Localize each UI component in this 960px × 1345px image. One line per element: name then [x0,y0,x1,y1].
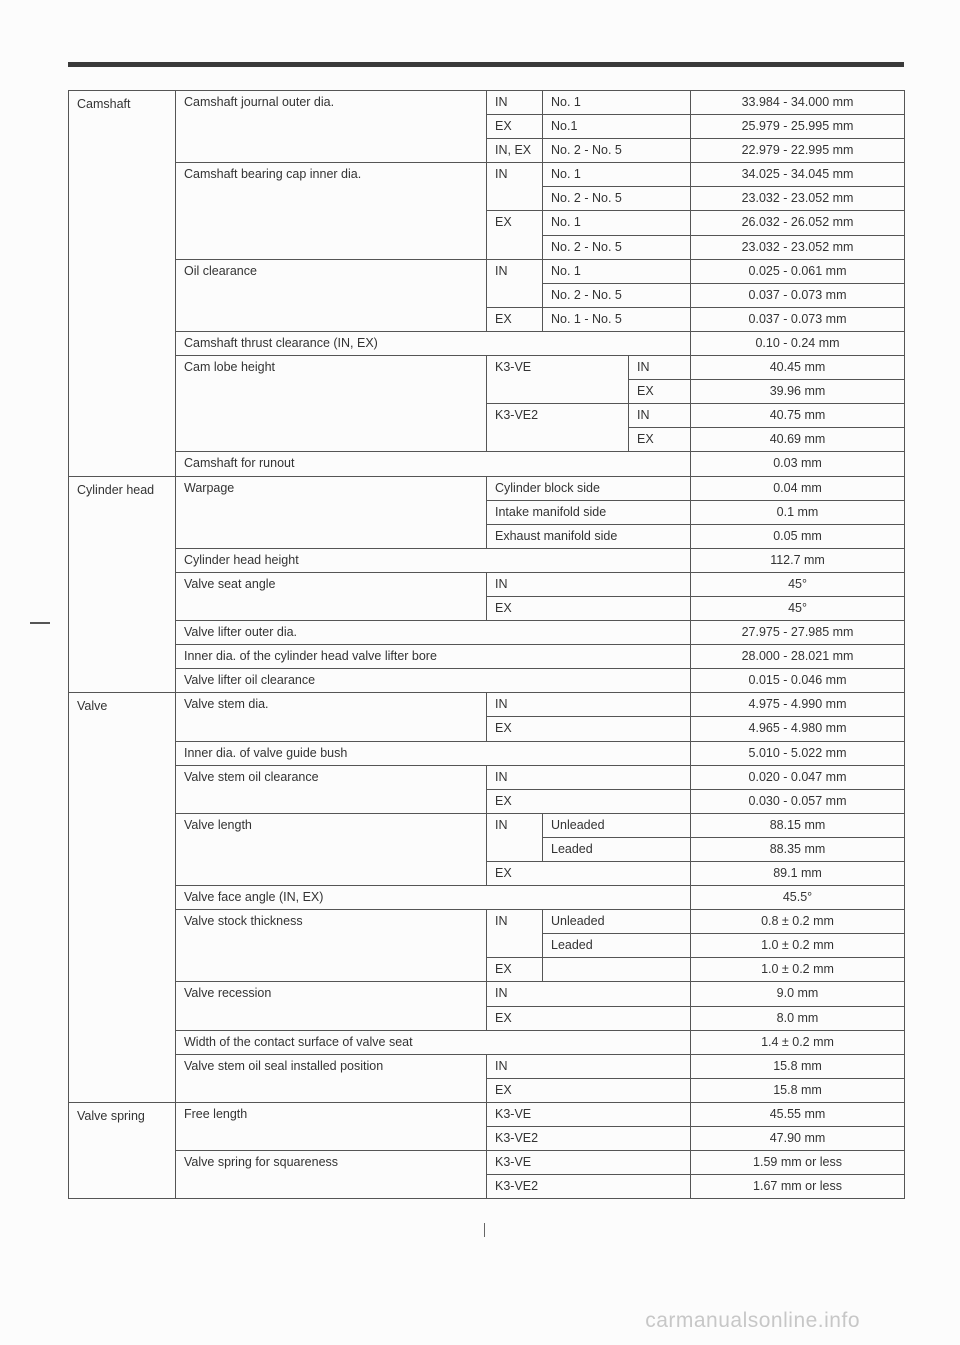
sub-cell: EX [629,380,691,404]
sub-cell: No. 2 - No. 5 [543,235,691,259]
param-free-length: Free length [176,1102,487,1150]
table-row [69,1102,905,1126]
watermark: carmanualsonline.info [645,1309,860,1332]
param-warpage: Warpage [176,476,487,548]
value-cell: 0.025 - 0.061 mm [691,259,905,283]
table-row [69,356,905,380]
value-cell: 25.979 - 25.995 mm [691,115,905,139]
value-cell: 0.1 mm [691,500,905,524]
value-cell: 89.1 mm [691,862,905,886]
sub-cell: EX [487,211,543,259]
value-cell: 23.032 - 23.052 mm [691,235,905,259]
sub-cell: IN [629,356,691,380]
value-cell: 0.10 - 0.24 mm [691,331,905,355]
value-cell: 9.0 mm [691,982,905,1006]
value-cell: 45.55 mm [691,1102,905,1126]
param-runout: Camshaft for runout [176,452,691,476]
table-row [69,163,905,187]
param-recession: Valve recession [176,982,487,1030]
value-cell: 1.0 ± 0.2 mm [691,958,905,982]
table-row [69,621,905,645]
sub-cell: No. 1 [543,211,691,235]
table-row [69,452,905,476]
value-cell: 45.5° [691,886,905,910]
value-cell: 4.975 - 4.990 mm [691,693,905,717]
sub-cell: IN [487,91,543,115]
table-row [69,476,905,500]
sub-cell: EX [487,1078,691,1102]
value-cell: 112.7 mm [691,548,905,572]
param-lifter-bore: Inner dia. of the cylinder head valve lifter bore [176,645,691,669]
value-cell: 15.8 mm [691,1054,905,1078]
sub-cell: EX [629,428,691,452]
value-cell: 15.8 mm [691,1078,905,1102]
param-face-angle: Valve face angle (IN, EX) [176,886,691,910]
sub-cell: EX [487,958,543,982]
sub-cell: IN [629,404,691,428]
value-cell: 0.04 mm [691,476,905,500]
value-cell: 0.8 ± 0.2 mm [691,910,905,934]
sub-cell: Unleaded [543,813,691,837]
sub-cell: No. 1 - No. 5 [543,307,691,331]
sub-cell: K3-VE2 [487,1175,691,1199]
header-rule [68,62,904,67]
param-stem-dia: Valve stem dia. [176,693,487,741]
sub-cell: No. 1 [543,163,691,187]
table-row [69,741,905,765]
table-row [69,1151,905,1175]
sub-cell: EX [487,1006,691,1030]
sub-cell: IN [487,572,691,596]
table-row [69,1054,905,1078]
param-bearing-cap-inner-dia: Camshaft bearing cap inner dia. [176,163,487,259]
value-cell: 40.75 mm [691,404,905,428]
sub-cell: No. 1 [543,91,691,115]
category-cylinder-head: Cylinder head [69,476,176,693]
table-row [69,813,905,837]
param-valve-length: Valve length [176,813,487,885]
sub-cell: K3-VE2 [487,1127,691,1151]
value-cell: 39.96 mm [691,380,905,404]
sub-cell: EX [487,596,691,620]
page-mark [484,1223,485,1237]
sub-cell: Unleaded [543,910,691,934]
sub-cell: IN [487,693,691,717]
value-cell: 0.020 - 0.047 mm [691,765,905,789]
table-row [69,1030,905,1054]
value-cell: 0.037 - 0.073 mm [691,283,905,307]
value-cell: 0.05 mm [691,524,905,548]
table-row [69,765,905,789]
param-journal-outer-dia: Camshaft journal outer dia. [176,91,487,163]
sub-cell: IN, EX [487,139,543,163]
sub-cell: Exhaust manifold side [487,524,691,548]
value-cell: 22.979 - 22.995 mm [691,139,905,163]
sub-cell: EX [487,862,691,886]
param-oil-clearance: Oil clearance [176,259,487,331]
value-cell: 23.032 - 23.052 mm [691,187,905,211]
param-lifter-oil-clearance: Valve lifter oil clearance [176,669,691,693]
table-row [69,910,905,934]
value-cell: 0.03 mm [691,452,905,476]
table-row [69,693,905,717]
sub-cell: EX [487,717,691,741]
sub-cell: IN [487,910,543,958]
param-seat-width: Width of the contact surface of valve seat [176,1030,691,1054]
value-cell: 28.000 - 28.021 mm [691,645,905,669]
sub-cell: IN [487,765,691,789]
value-cell: 1.59 mm or less [691,1151,905,1175]
table-row [69,572,905,596]
value-cell: 1.4 ± 0.2 mm [691,1030,905,1054]
sub-cell: No.1 [543,115,691,139]
table-row [69,548,905,572]
param-cam-lobe-height: Cam lobe height [176,356,487,452]
value-cell: 0.030 - 0.057 mm [691,789,905,813]
table-row [69,91,905,115]
value-cell: 47.90 mm [691,1127,905,1151]
value-cell: 26.032 - 26.052 mm [691,211,905,235]
table-row [69,669,905,693]
sub-cell: No. 2 - No. 5 [543,139,691,163]
sub-cell: IN [487,1054,691,1078]
value-cell: 5.010 - 5.022 mm [691,741,905,765]
sub-cell: K3-VE2 [487,404,629,452]
sub-cell: K3-VE [487,1102,691,1126]
category-valve: Valve [69,693,176,1103]
table-row [69,982,905,1006]
sub-cell: K3-VE [487,356,629,404]
value-cell: 8.0 mm [691,1006,905,1030]
sub-cell: IN [487,163,543,211]
sub-cell: Leaded [543,837,691,861]
table-row [69,259,905,283]
table-row [69,886,905,910]
param-head-height: Cylinder head height [176,548,691,572]
sub-cell: IN [487,259,543,307]
param-seal-position: Valve stem oil seal installed position [176,1054,487,1102]
value-cell: 1.0 ± 0.2 mm [691,934,905,958]
empty-cell [543,958,691,982]
param-stock-thickness: Valve stock thickness [176,910,487,982]
category-camshaft: Camshaft [69,91,176,477]
value-cell: 0.037 - 0.073 mm [691,307,905,331]
value-cell: 4.965 - 4.980 mm [691,717,905,741]
value-cell: 40.45 mm [691,356,905,380]
specification-table [68,90,905,1199]
value-cell: 45° [691,572,905,596]
table-row [69,331,905,355]
sub-cell: EX [487,307,543,331]
sub-cell: EX [487,789,691,813]
param-stem-oil-clearance: Valve stem oil clearance [176,765,487,813]
param-seat-angle: Valve seat angle [176,572,487,620]
value-cell: 34.025 - 34.045 mm [691,163,905,187]
param-squareness: Valve spring for squareness [176,1151,487,1199]
param-thrust-clearance: Camshaft thrust clearance (IN, EX) [176,331,691,355]
margin-mark [30,622,50,624]
value-cell: 40.69 mm [691,428,905,452]
sub-cell: IN [487,982,691,1006]
value-cell: 88.15 mm [691,813,905,837]
value-cell: 1.67 mm or less [691,1175,905,1199]
value-cell: 88.35 mm [691,837,905,861]
param-guide-bush: Inner dia. of valve guide bush [176,741,691,765]
param-lifter-od: Valve lifter outer dia. [176,621,691,645]
sub-cell: Cylinder block side [487,476,691,500]
sub-cell: K3-VE [487,1151,691,1175]
value-cell: 0.015 - 0.046 mm [691,669,905,693]
category-valve-spring: Valve spring [69,1102,176,1198]
sub-cell: Intake manifold side [487,500,691,524]
sub-cell: No. 1 [543,259,691,283]
table-row [69,645,905,669]
value-cell: 27.975 - 27.985 mm [691,621,905,645]
value-cell: 33.984 - 34.000 mm [691,91,905,115]
sub-cell: No. 2 - No. 5 [543,187,691,211]
sub-cell: EX [487,115,543,139]
sub-cell: Leaded [543,934,691,958]
sub-cell: IN [487,813,543,861]
sub-cell: No. 2 - No. 5 [543,283,691,307]
value-cell: 45° [691,596,905,620]
